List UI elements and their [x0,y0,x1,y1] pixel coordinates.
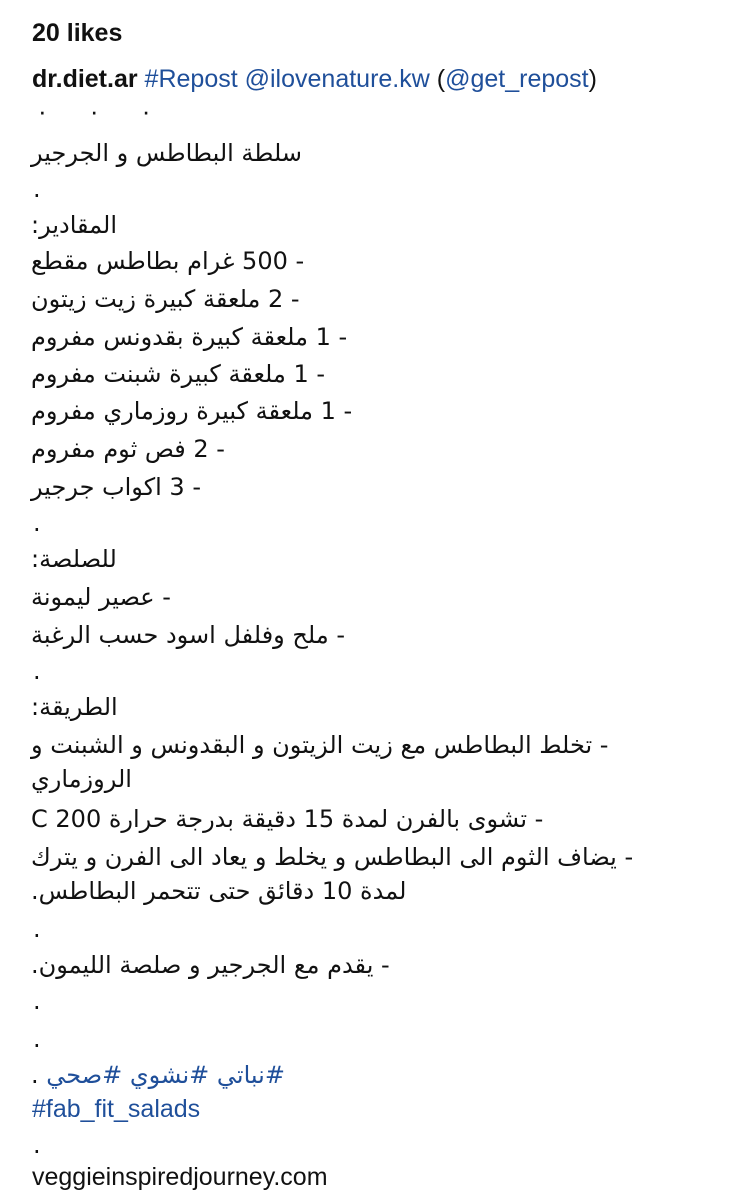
caption-line-dot: . [33,175,41,203]
caption-line-method-heading: الطريقة: [31,693,118,721]
repost-handle-link[interactable]: @get_repost [445,65,589,93]
caption-line-dot: . [33,509,41,537]
hashtags-trailing-dot: . [31,1061,39,1089]
paren-close: ) [588,65,597,93]
caption-line-dot: . [33,1025,41,1053]
website-text: veggieinspiredjourney.com [32,1163,328,1191]
caption-line-sauce-item: - ملح وفلفل اسود حسب الرغبة [31,621,345,649]
caption-line-dot: . [33,915,41,943]
caption-line-dot: . [33,657,41,685]
caption-line-step: - تخلط البطاطس مع زيت الزيتون و البقدونس و الشبنت و [31,731,609,759]
caption-line-ingredient: - 500 غرام بطاطس مقطع [31,247,305,275]
caption-line-step: - يضاف الثوم الى البطاطس و يخلط و يعاد الى الفرن و يترك [31,843,634,871]
hashtags-arabic-line [31,1058,285,1092]
repost-hashtag-link[interactable]: #Repost [144,65,238,93]
caption-line-step-continued: لمدة 10 دقائق حتى تتحمر البطاطس. [31,877,407,905]
mention-link[interactable]: @ilovenature.kw [244,65,430,93]
ellipsis-dots: · · · [38,96,169,126]
paren-open: ( [436,65,446,93]
hashtag-fab-fit-salads-link[interactable]: #fab_fit_salads [32,1095,201,1123]
caption-line-step-continued: الروزماري [31,765,132,793]
caption-line-ingredient: - 2 فص ثوم مفروم [31,435,225,463]
caption-line-serve: - يقدم مع الجرجير و صلصة الليمون. [31,951,390,979]
caption-line-ingredient: - 1 ملعقة كبيرة بقدونس مفروم [31,323,348,351]
caption-line-dot: . [33,1131,41,1159]
caption-line-ingredient: - 2 ملعقة كبيرة زيت زيتون [31,285,300,313]
caption-line-ingredient: - 1 ملعقة كبيرة روزماري مفروم [31,397,353,425]
likes-count[interactable]: 20 likes [32,19,123,47]
caption-line-dot: . [33,987,41,1015]
username-link[interactable]: dr.diet.ar [32,65,138,93]
caption-line-sauce-heading: للصلصة: [31,545,117,573]
caption-line-title: سلطة البطاطس و الجرجير [31,139,303,167]
hashtags-arabic-links[interactable]: #نباتي #نشوي #صحي [46,1061,285,1089]
caption-line-ingredient: - 1 ملعقة كبيرة شبنت مفروم [31,360,326,388]
caption-line-ingredients-heading: المقادير: [31,211,118,239]
caption-line-ingredient: - 3 اكواب جرجير [31,473,201,501]
caption-line-sauce-item: - عصير ليمونة [31,583,171,611]
caption-line-step: - تشوى بالفرن لمدة 15 دقيقة بدرجة حرارة 200 C [31,805,544,833]
